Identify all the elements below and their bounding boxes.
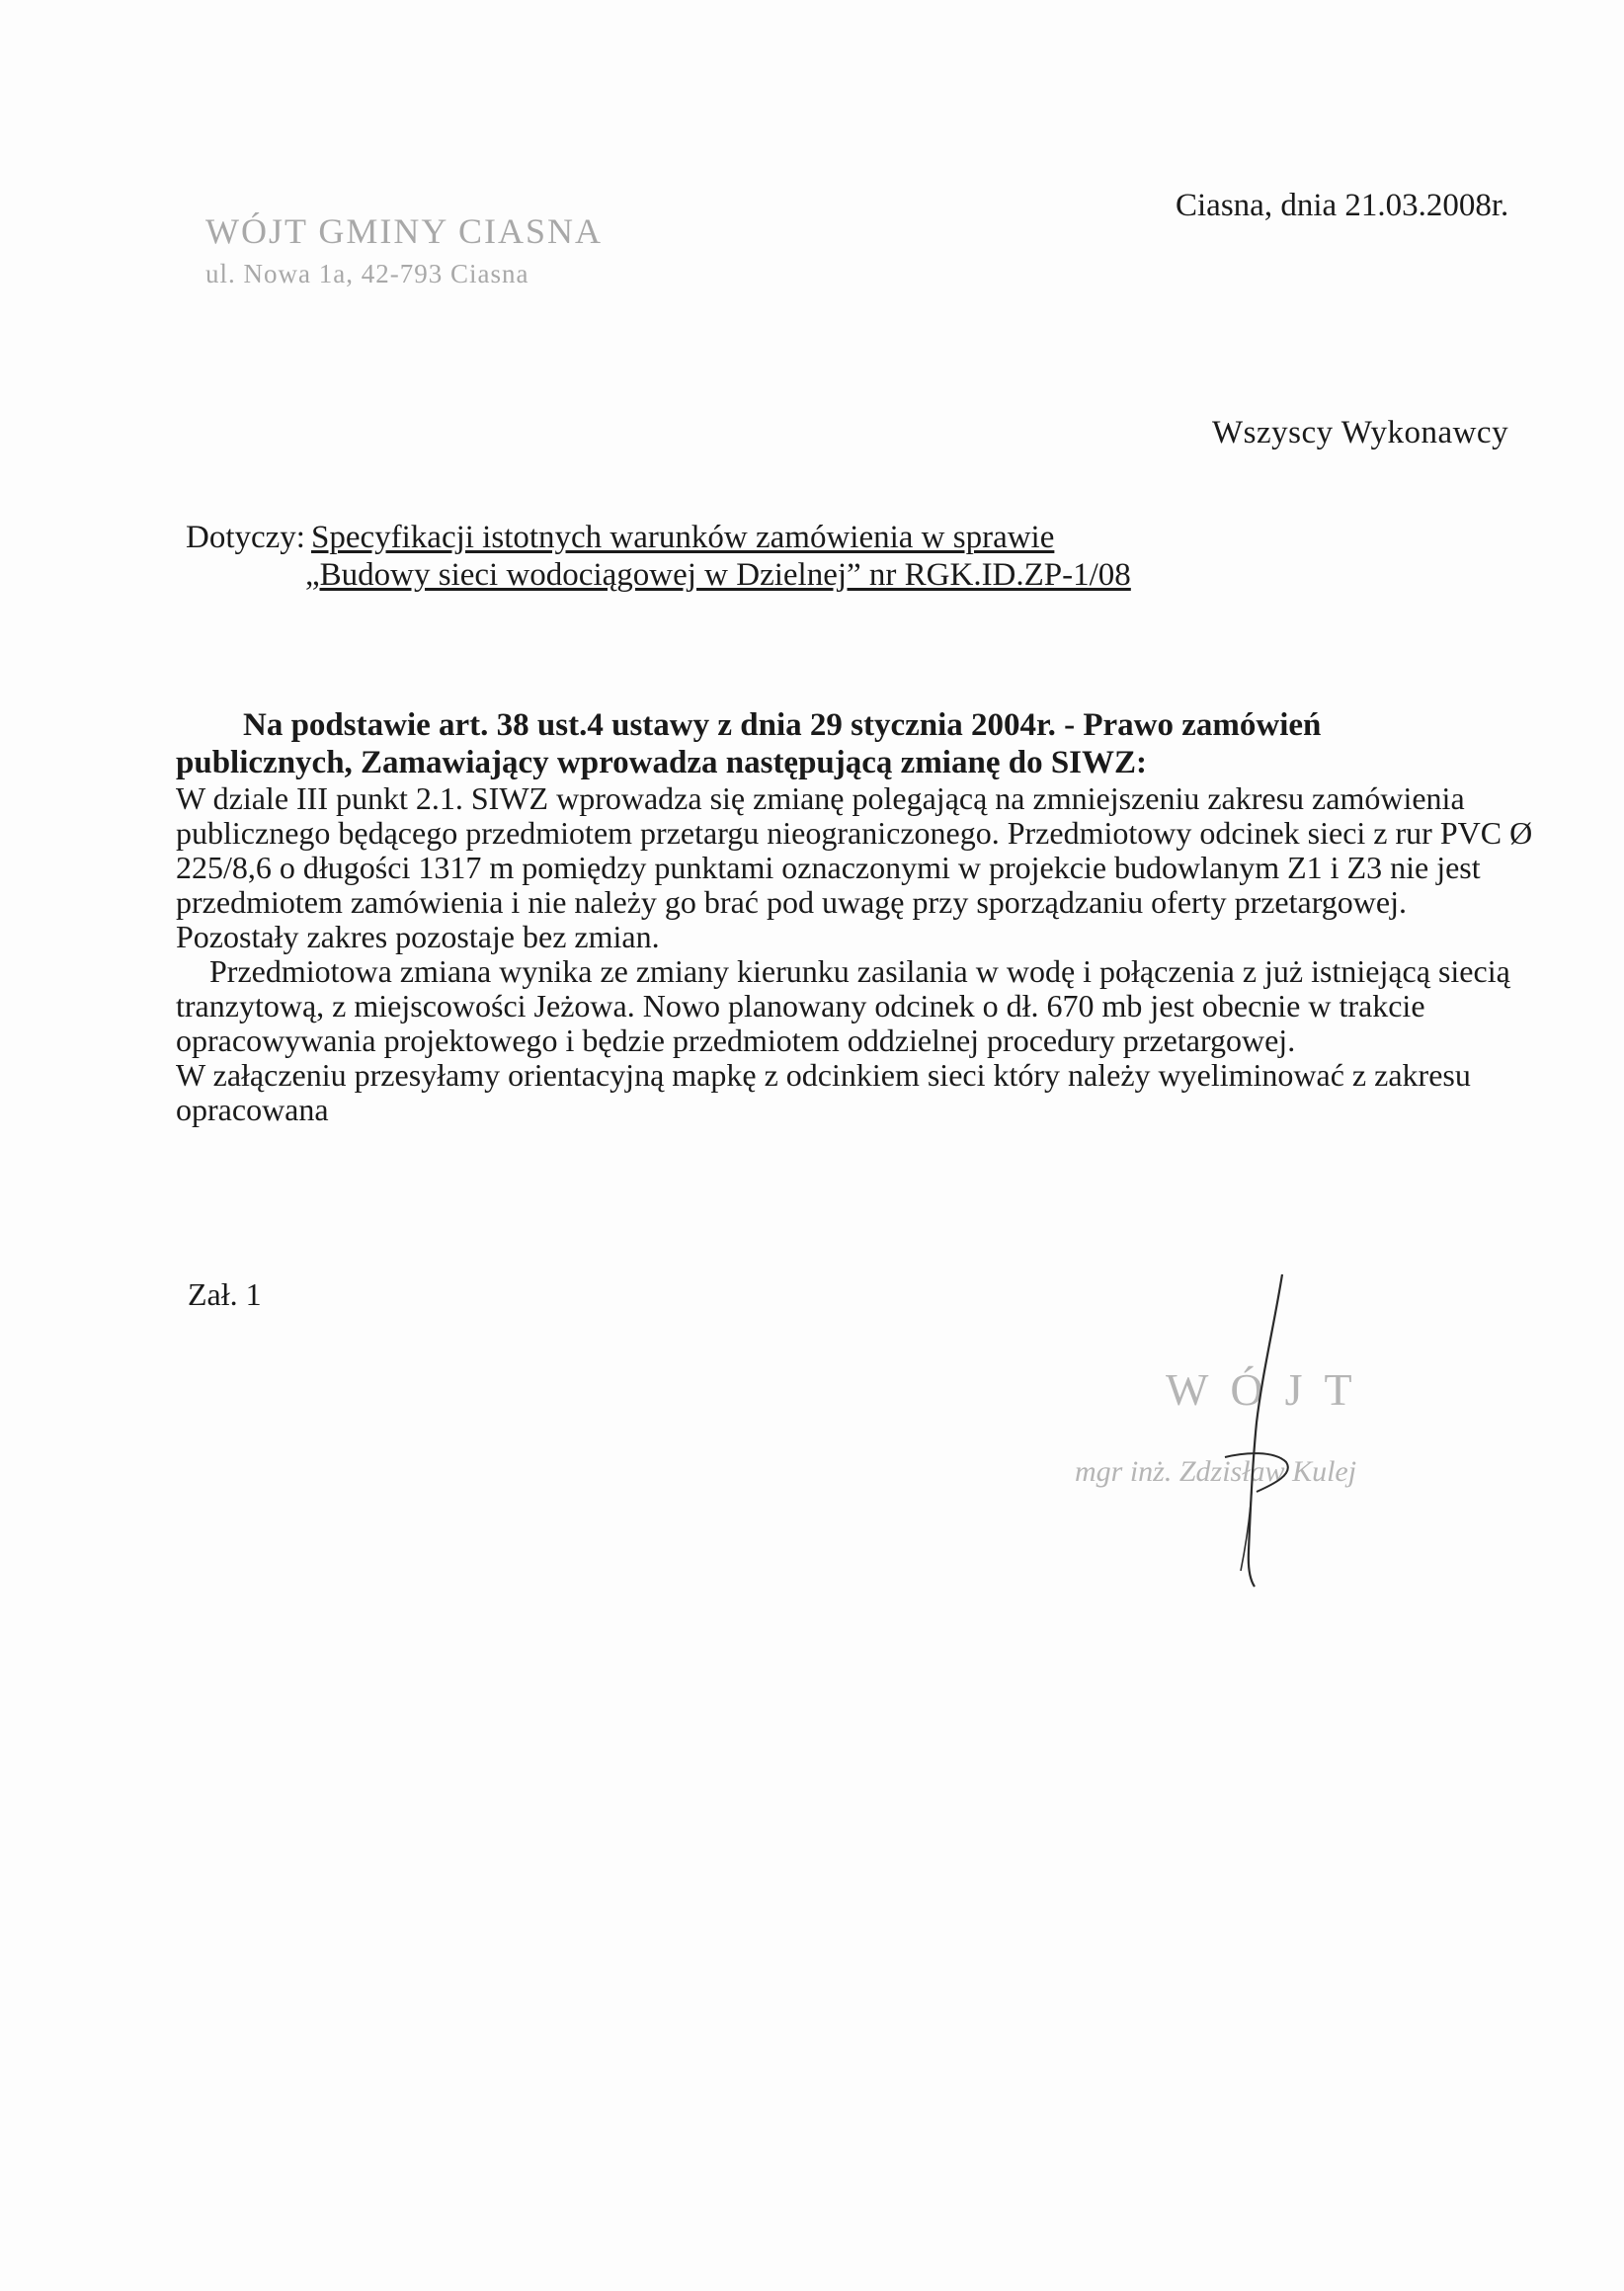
subject-block	[186, 519, 1131, 594]
stamp-title: WÓJT GMINY CIASNA	[205, 211, 603, 251]
stamp-address: ul. Nowa 1a, 42-793 Ciasna	[205, 259, 529, 288]
paragraph-remaining-scope: Pozostały zakres pozostaje bez zmian.	[176, 919, 660, 954]
subject-line-2: „Budowy sieci wodociągowej w Dzielnej” nr RGK.ID.ZP-1/08	[305, 557, 1131, 593]
legal-basis-line-2: publicznych, Zamawiający wprowadza następującą zmianę do SIWZ:	[176, 745, 1148, 780]
letter-body	[176, 706, 1539, 1127]
paragraph-attachment-note: W załączeniu przesyłamy orientacyjną mapkę z odcinkiem sieci który należy wyeliminować z zakresu opracowana	[176, 1057, 1471, 1127]
office-stamp	[205, 209, 603, 291]
paragraph-change: W dziale III punkt 2.1. SIWZ wprowadza się zmianę polegającą na zmniejszeniu zakresu zamówienia publicznego będącego przedmiotem przetargu nieograniczonego. Przedmiotowy odcinek sieci z rur PVC Ø 225/8,6 o długości 1317 m pomiędzy punktami oznaczonymi w projekcie budowlanym Z1 i Z3 nie jest przedmiotem zamówienia i nie należy go brać pod uwagę przy sporządzaniu oferty przetargowej.	[176, 780, 1533, 920]
legal-basis	[176, 706, 1539, 781]
date-line: Ciasna, dnia 21.03.2008r.	[1176, 188, 1509, 223]
subject-label: Dotyczy:	[186, 520, 305, 555]
handwritten-signature	[1205, 1255, 1324, 1591]
subject-line-1: Specyfikacji istotnych warunków zamówienia w sprawie	[311, 520, 1055, 555]
legal-basis-line-1: Na podstawie art. 38 ust.4 ustawy z dnia 29 stycznia 2004r. - Prawo zamówień	[243, 707, 1322, 743]
attachment-note: Zał. 1	[188, 1276, 262, 1312]
paragraph-reason: Przedmiotowa zmiana wynika ze zmiany kierunku zasilania w wodę i połączenia z już istniejącą siecią tranzytową, z miejscowości Jeżowa. Nowo planowany odcinek o dł. 670 mb jest obecnie w trakcie opracowywania projektowego i będzie przedmiotem oddzielnej procedury przetargowej.	[176, 953, 1510, 1058]
recipient: Wszyscy Wykonawcy	[1212, 415, 1509, 450]
signature-name: mgr inż. Zdzisław Kulej	[1075, 1455, 1357, 1488]
signature-role: WÓJT	[1166, 1364, 1374, 1415]
